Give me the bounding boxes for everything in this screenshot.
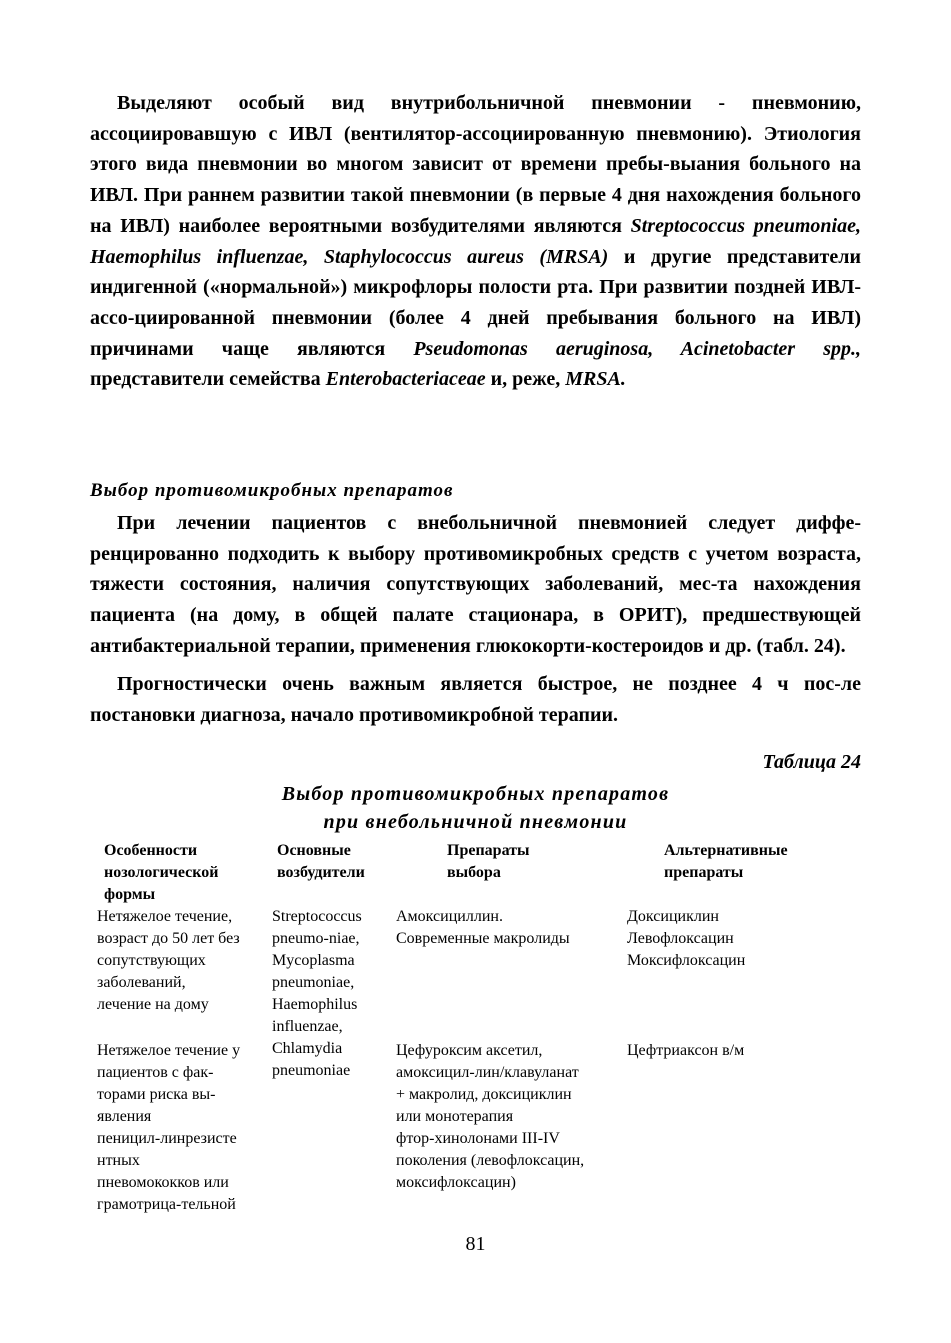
header-main-pathogens: Основные возбудители bbox=[277, 842, 365, 881]
table-title-line2: при внебольничной пневмонии bbox=[323, 811, 628, 833]
intro-italic-4: MRSA. bbox=[565, 368, 626, 391]
intro-italic-1: Streptococcus pneumoniae, Haemophilus influenzae, Staphylococcus aureus (MRSA) bbox=[90, 214, 861, 268]
row1-alternative-drugs: Доксициклин Левофлоксацин Моксифлоксацин bbox=[627, 908, 746, 969]
intro-italic-3: Enterobacteriaceae bbox=[325, 368, 486, 391]
page-number: 81 bbox=[465, 1233, 486, 1255]
intro-text-1: Выделяют особый вид внутрибольничной пневмонии - пневмонию, ассоциировавшую с ИВЛ (вентилятор-ассоциированную пневмонию). Этиология этого вида пневмонии во многом зависит от времени пребы-выания больного на ИВЛ. При раннем развитии такой пневмонии (в первые 4 дня нахождения больного на ИВЛ) наиболее вероятными возбудителями являются bbox=[90, 92, 861, 237]
section-heading: Выбор противомикробных препаратов bbox=[90, 480, 454, 501]
header-alternative-drugs: Альтернативные препараты bbox=[664, 842, 788, 881]
row2-nosological-form: Нетяжелое течение у пациентов с фак- торами риска вы- явления пеницил-линрезисте нтных пневомококков или грамотрица-тельной bbox=[97, 1042, 241, 1213]
table-title-line1: Выбор противомикробных препаратов bbox=[281, 783, 670, 805]
row1-drugs-of-choice: Амоксициллин. Современные макролиды bbox=[396, 908, 570, 947]
header-drugs-of-choice: Препараты выбора bbox=[447, 842, 530, 881]
row2-alternative-drugs: Цефтриаксон в/м bbox=[627, 1042, 745, 1059]
intro-text-3: представители семейства bbox=[90, 368, 326, 391]
treatment-paragraph: При лечении пациентов с внебольничной пневмонией следует диффе-ренцированно подходить к выбору противомикробных средств с учетом возраста, тяжести состояния, наличия сопутствующих заболеваний, мес-та нахождения пациента (на дому, в общей палате стационара, в ОРИТ), предшествующей антибактериальной терапии, применения глюкокорти-костероидов и др. (табл. 24). bbox=[90, 512, 861, 657]
intro-paragraph bbox=[90, 88, 861, 395]
main-pathogens-cell: Streptococcus pneumo-niae, Mycoplasma pneumoniae, Haemophilus influenzae, Chlamydia pneumoniae bbox=[272, 908, 362, 1079]
intro-text-4: и, реже, bbox=[485, 368, 566, 391]
row1-nosological-form: Нетяжелое течение, возраст до 50 лет без сопутствующих заболеваний, лечение на дому bbox=[97, 908, 240, 1013]
header-nosological-form: Особенности нозологической формы bbox=[104, 842, 219, 903]
intro-text-2: и другие представители индигенной («нормальной») микрофлоры полости рта. При развитии поздней ИВЛ-ассо-циированной пневмонии (более 4 дней пребывания больного на ИВЛ) причинами чаще являются bbox=[90, 245, 862, 360]
prognosis-paragraph: Прогностически очень важным является быстрое, не позднее 4 ч пос-ле постановки диагноза, начало противомикробной терапии. bbox=[90, 673, 861, 726]
row2-drugs-of-choice: Цефуроксим аксетил, амоксицил-лин/клавуланат + макролид, доксициклин или монотерапия фтор-хинолонами III-IV поколения (левофлоксацин, моксифлоксацин) bbox=[396, 1042, 585, 1191]
intro-italic-2: Pseudomonas aeruginosa, Acinetobacter spp., bbox=[413, 337, 861, 360]
table-label: Таблица 24 bbox=[762, 751, 861, 773]
